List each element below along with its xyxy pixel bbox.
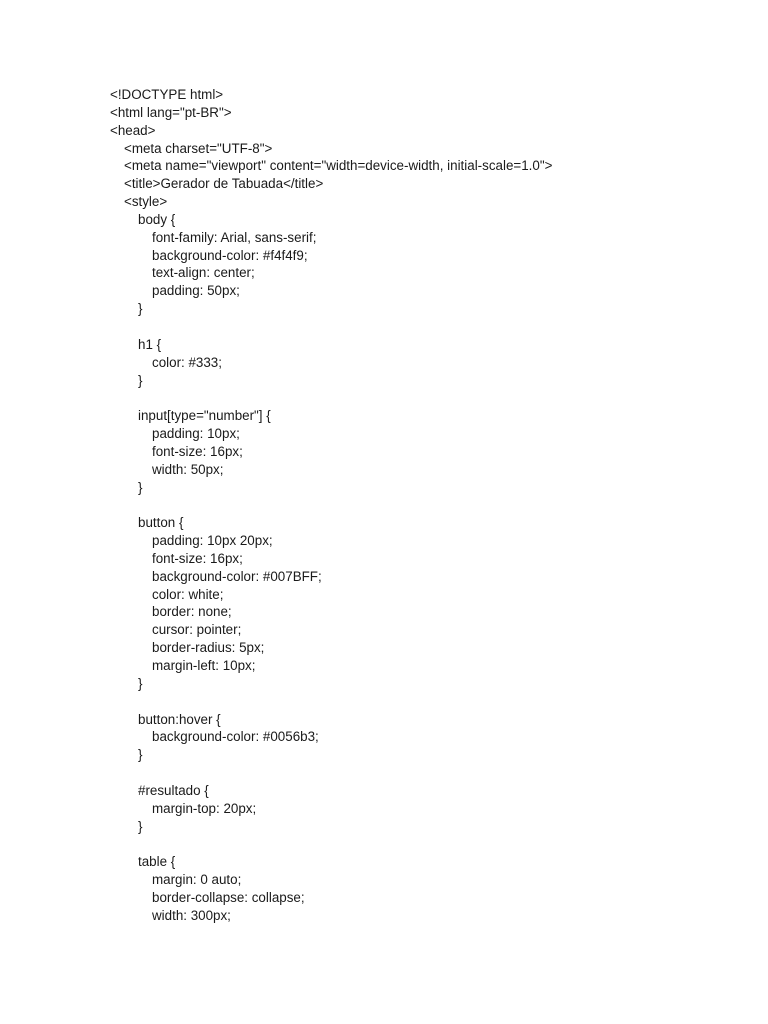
code-line: color: #333; <box>152 354 222 370</box>
code-line: text-align: center; <box>152 265 255 281</box>
code-line: cursor: pointer; <box>152 622 242 638</box>
code-line: margin-left: 10px; <box>152 658 256 673</box>
code-line: background-color: #f4f4f9; <box>152 247 308 263</box>
blank-line <box>110 835 730 853</box>
code-line: } <box>138 747 143 763</box>
code-line: width: 300px; <box>152 907 231 923</box>
code-line: padding: 50px; <box>152 283 240 299</box>
code-line: <html lang="pt-BR"> <box>110 104 232 120</box>
code-line: body { <box>138 211 176 227</box>
code-line: font-family: Arial, sans-serif; <box>152 229 317 245</box>
blank-line <box>110 389 730 407</box>
code-line: font-size: 16px; <box>152 443 243 459</box>
code-line: } <box>138 372 143 388</box>
code-line: border-radius: 5px; <box>152 640 265 656</box>
code-line: input[type="number"] { <box>138 408 271 424</box>
code-line: border-collapse: collapse; <box>152 889 305 905</box>
code-line: <!DOCTYPE html> <box>110 87 224 102</box>
code-line: color: white; <box>152 586 224 602</box>
code-line: padding: 10px 20px; <box>152 533 273 549</box>
code-line: table { <box>138 854 176 870</box>
blank-line <box>110 496 730 514</box>
blank-line <box>110 693 730 711</box>
code-line: } <box>138 479 143 495</box>
code-line: <meta name="viewport" content="width=device-width, initial-scale=1.0"> <box>124 158 553 174</box>
code-line: } <box>138 818 143 834</box>
code-line: h1 { <box>138 336 162 352</box>
code-line: margin: 0 auto; <box>152 872 242 888</box>
code-line: font-size: 16px; <box>152 550 243 566</box>
code-line: <meta charset="UTF-8"> <box>124 140 273 156</box>
blank-line <box>110 318 730 336</box>
code-text-block <box>110 86 730 925</box>
code-line: #resultado { <box>138 782 209 798</box>
blank-line <box>110 764 730 782</box>
code-line: } <box>138 675 143 691</box>
code-line: background-color: #007BFF; <box>152 568 322 584</box>
code-line: padding: 10px; <box>152 426 240 442</box>
code-line: margin-top: 20px; <box>152 800 257 816</box>
code-line: <title>Gerador de Tabuada</title> <box>124 176 324 192</box>
code-line: } <box>138 301 143 317</box>
code-line: <head> <box>110 122 156 138</box>
code-line: background-color: #0056b3; <box>152 729 319 745</box>
code-line: width: 50px; <box>152 461 224 477</box>
code-line: button { <box>138 515 184 531</box>
code-line: <style> <box>124 194 168 210</box>
code-line: border: none; <box>152 604 232 620</box>
code-line: button:hover { <box>138 711 221 727</box>
